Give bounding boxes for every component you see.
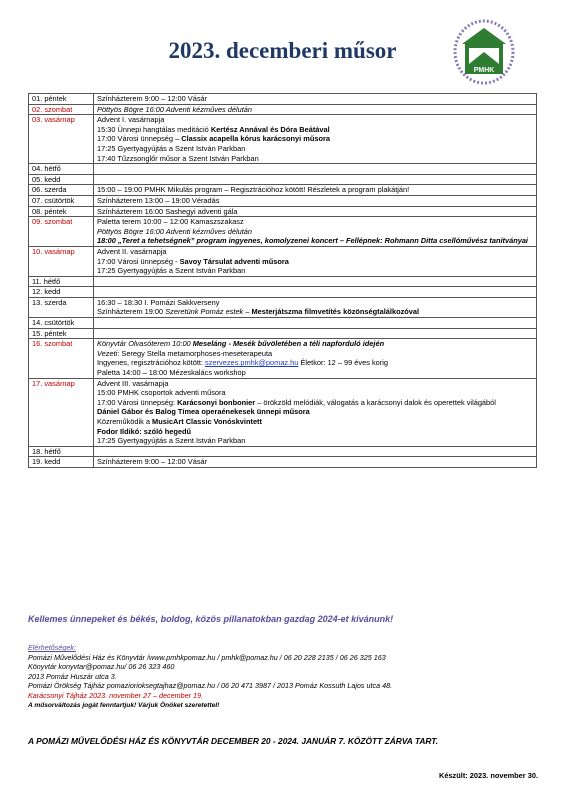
event-cell: [94, 206, 537, 217]
table-row: [29, 339, 537, 378]
event-text: Pöttyös Bögre 16:00 Adventi kézműves délután: [97, 226, 253, 236]
table-row: [29, 206, 537, 217]
page-title: 2023. decemberi műsor: [168, 38, 397, 63]
event-text: Savoy Társulat adventi műsora: [179, 256, 289, 266]
day-cell: 07. csütörtök: [29, 195, 94, 206]
event-text: Paletta 14:00 – 18:00 Mézeskalács workshop: [97, 368, 246, 378]
event-cell: [94, 328, 537, 339]
event-line: [97, 227, 533, 237]
program-table: [28, 93, 537, 468]
event-text: : Seregy Stella metamorphoses-meseterapeuta: [117, 348, 273, 358]
event-line: [97, 125, 533, 135]
event-line: [97, 349, 533, 359]
day-cell: 06. szerda: [29, 185, 94, 196]
table-row: [29, 104, 537, 115]
event-text: Színházterem 9:00 – 12:00 Vásár: [97, 457, 208, 467]
event-line: [97, 196, 533, 206]
event-line: [97, 134, 533, 144]
event-cell: [94, 104, 537, 115]
event-cell: [94, 94, 537, 105]
day-cell: 04. hétfő: [29, 164, 94, 175]
event-text: Fodor Ildikó: szóló hegedű: [97, 426, 192, 436]
event-line: [97, 207, 533, 217]
event-line: [97, 307, 533, 317]
event-cell: [94, 195, 537, 206]
event-line: [97, 154, 533, 164]
event-line: [97, 144, 533, 154]
event-cell: [94, 174, 537, 185]
table-row: [29, 174, 537, 185]
event-text: 15:00 PMHK csoportok adventi műsora: [97, 388, 226, 398]
event-cell: [94, 276, 537, 287]
contact-line-2: Könyvtár konyvtar@pomaz.hu/ 06 26 323 460: [28, 662, 175, 672]
event-text: 17:40 Tűzzsonglőr műsor a Szent István Parkban: [97, 153, 259, 163]
event-line: [97, 398, 533, 408]
day-cell: 02. szombat: [29, 104, 94, 115]
day-cell: 15. péntek: [29, 328, 94, 339]
day-cell: 13. szerda: [29, 297, 94, 317]
event-text: Életkor: 12 – 99 éves korig: [298, 358, 388, 368]
table-row: [29, 378, 537, 446]
day-cell: 03. vasárnap: [29, 115, 94, 164]
event-cell: [94, 115, 537, 164]
event-text: Pöttyös Bögre 16:00 Adventi kézműves délután: [97, 104, 253, 114]
event-text: Könyvtár Olvasóterem 10:00: [97, 339, 193, 349]
event-text: – örökzöld melódiák, válogatás a karácsonyi dalok és operettek világából: [255, 397, 496, 407]
event-text: Advent I. vasárnapja: [97, 115, 165, 125]
event-line: [97, 358, 533, 368]
contact-line-1: Pomázi Művelődési Ház és Könyvtár /www.pmhkpomaz.hu / pmhk@pomaz.hu / 06 20 228 2135 / 06 26 325 163: [28, 652, 386, 662]
event-text: 17:25 Gyertyagyújtás a Szent István Parkban: [97, 436, 246, 446]
contact-line-5: Karácsonyi Tájház 2023. november 27 – december 19.: [28, 690, 203, 700]
day-cell: 11. hétfő: [29, 276, 94, 287]
pmhk-logo: [452, 14, 516, 86]
contacts-section: [28, 643, 548, 710]
contact-line-6: A műsorváltozás jogát fenntartjuk! Várjuk Önöket szeretettel!: [28, 701, 220, 709]
table-row: [29, 195, 537, 206]
event-text: 17:00 Városi ünnepség –: [97, 134, 182, 144]
event-cell: [94, 318, 537, 329]
day-cell: 16. szombat: [29, 339, 94, 378]
event-text: Színházterem 16:00 Sashegyi adventi gála: [97, 206, 238, 216]
event-line: [97, 298, 533, 308]
event-line: [97, 105, 533, 115]
contact-line-3: 2013 Pomáz Huszár utca 3.: [28, 671, 117, 681]
event-cell: [94, 446, 537, 457]
event-text: –: [243, 307, 252, 317]
event-text: Közreműködik a: [97, 417, 153, 426]
event-cell: [94, 457, 537, 468]
event-line: [97, 217, 533, 227]
event-text: Dániel Gábor és Balog Tímea operaénekesek ünnepi műsora: [97, 407, 310, 417]
event-cell: [94, 246, 537, 276]
day-cell: 05. kedd: [29, 174, 94, 185]
made-date: Készült: 2023. november 30.: [439, 771, 538, 780]
table-row: [29, 164, 537, 175]
event-line: [97, 427, 533, 437]
holiday-wish: Kellemes ünnepeket és békés, boldog, közös pillanatokban gazdag 2024-et kívánunk!: [28, 614, 394, 624]
event-line: [97, 407, 533, 417]
day-cell: 08. péntek: [29, 206, 94, 217]
event-line: [97, 417, 533, 427]
event-text: Vezeti: [97, 348, 118, 358]
event-line: [97, 388, 533, 398]
day-cell: 18. hétfő: [29, 446, 94, 457]
event-text: Meseláng - Mesék bűvöletében a téli napforduló idején: [192, 339, 385, 349]
event-line: [97, 257, 533, 267]
day-cell: 09. szombat: [29, 217, 94, 247]
event-text: Színházterem 13:00 – 19:00 Véradás: [97, 195, 220, 205]
table-row: [29, 185, 537, 196]
email-link[interactable]: szervezes.pmhk@pomaz.hu: [205, 358, 299, 368]
table-row: [29, 276, 537, 287]
event-text: Ingyenes, regisztrációhoz kötött:: [97, 358, 206, 368]
event-text: 17:25 Gyertyagyújtás a Szent István Parkban: [97, 143, 246, 153]
event-line: [97, 379, 533, 389]
table-row: [29, 287, 537, 298]
event-line: [97, 457, 533, 467]
event-cell: [94, 287, 537, 298]
event-text: Kertész Annával és Dóra Beátával: [210, 124, 330, 134]
table-row: [29, 318, 537, 329]
table-row: [29, 446, 537, 457]
event-cell: [94, 297, 537, 317]
event-line: [97, 436, 533, 446]
event-text: 17:00 Városi ünnepség:: [97, 397, 178, 407]
table-row: [29, 217, 537, 247]
contact-line-4: Pomázi Örökség Tájház pomaziorioksegtajhaz@pomaz.hu / 06 20 471 3987 / 2013 Pomáz Kossuth Lajos utca 48.: [28, 681, 393, 691]
event-cell: [94, 339, 537, 378]
event-text: Mesterjátszma filmvetítés közönségtalálkozóval: [251, 307, 420, 317]
event-text: Karácsonyi bonbonier: [177, 397, 256, 407]
event-line: [97, 368, 533, 378]
day-cell: 17. vasárnap: [29, 378, 94, 446]
event-text: Színházterem 19:00: [97, 307, 166, 317]
event-line: [97, 266, 533, 276]
event-text: 18:00 „Teret a tehetségnek” program ingyenes, komolyzenei koncert – Fellépnek: Rohmann Ditta csellóművész tanítványai: [97, 236, 528, 246]
day-cell: 12. kedd: [29, 287, 94, 298]
event-line: [97, 115, 533, 125]
event-cell: [94, 217, 537, 247]
event-line: [97, 236, 533, 246]
event-text: Szeretünk Pomáz estek: [165, 307, 244, 317]
table-row: [29, 328, 537, 339]
event-text: Színházterem 9:00 – 12:00 Vásár: [97, 94, 208, 103]
event-text: 17:00 Városi ünnepség -: [97, 256, 180, 266]
logo-text: PMHK: [473, 67, 495, 74]
event-text: 16:30 – 18:30 I. Pomázi Sakkverseny: [97, 297, 220, 307]
event-text: 17:25 Gyertyagyújtás a Szent István Parkban: [97, 266, 246, 276]
contacts-header: Elérhetőségek:: [28, 643, 76, 652]
day-cell: 10. vasárnap: [29, 246, 94, 276]
table-row: [29, 246, 537, 276]
table-row: [29, 115, 537, 164]
event-text: Advent III. vasárnapja: [97, 378, 169, 388]
day-cell: 01. péntek: [29, 94, 94, 105]
event-text: 15:00 – 19:00 PMHK Mikulás program – Regisztrációhoz kötött! Részletek a program plakátján!: [97, 185, 410, 195]
day-cell: 19. kedd: [29, 457, 94, 468]
event-text: MusicArt Classic Vonóskvintett: [152, 417, 262, 426]
event-line: [97, 185, 533, 195]
event-cell: [94, 378, 537, 446]
event-cell: [94, 164, 537, 175]
event-line: [97, 247, 533, 257]
event-text: Paletta terem 10:00 – 12:00 Kamaszszakasz: [97, 217, 244, 227]
day-cell: 14. csütörtök: [29, 318, 94, 329]
event-text: Classix acapella kórus karácsonyi műsora: [181, 134, 330, 144]
event-line: [97, 339, 533, 349]
event-line: [97, 94, 533, 104]
event-text: 15:30 Ünnepi hangtálas meditáció: [97, 124, 211, 134]
table-row: [29, 94, 537, 105]
closure-notice: A POMÁZI MŰVELŐDÉSI HÁZ ÉS KÖNYVTÁR DECEMBER 20 - 2024. JANUÁR 7. KÖZÖTT ZÁRVA TART.: [28, 736, 439, 746]
event-cell: [94, 185, 537, 196]
table-row: [29, 297, 537, 317]
table-row: [29, 457, 537, 468]
event-text: Advent II. vasárnapja: [97, 246, 167, 256]
